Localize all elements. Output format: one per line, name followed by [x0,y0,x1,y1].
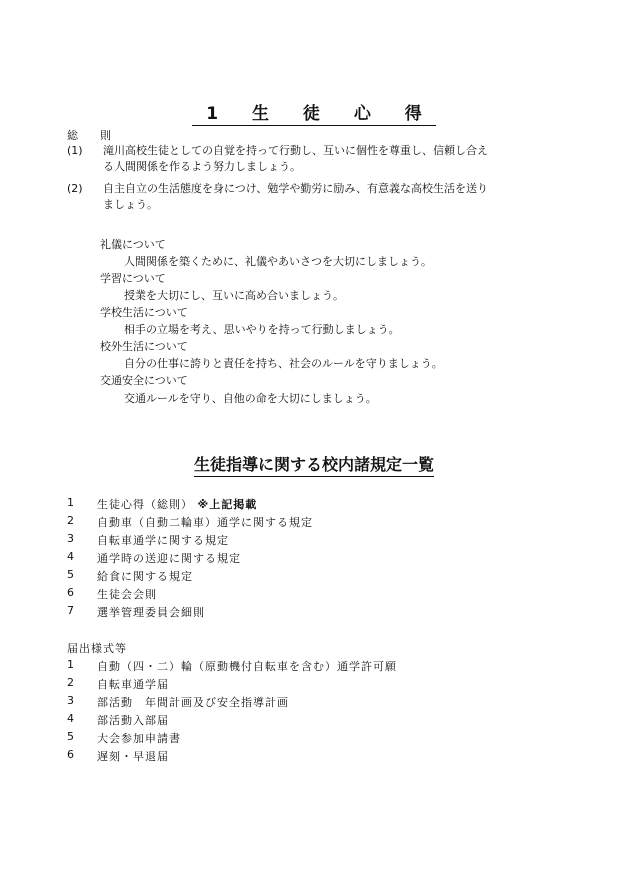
regulation-number: 3 [67,532,75,545]
regulation-number: 5 [67,568,75,581]
regulation-number: 2 [67,514,75,527]
regulation-text: 生徒心得（総則） [97,498,193,511]
topic-heading: 礼儀について [100,238,166,251]
regulation-text: 自動車（自動二輪車）通学に関する規定 [97,516,313,529]
regulation-text: 自転車通学に関する規定 [97,534,229,547]
forms-label: 届出様式等 [67,642,127,655]
topic-text: 交通ルールを守り、自他の命を大切にしましょう。 [124,392,377,405]
form-text: 遅刻・早退届 [97,750,169,763]
regulation-number: 1 [67,496,75,509]
regulation-number: 4 [67,550,75,563]
general-rules-label: 総 則 [67,129,111,142]
section-title-student-rules: 1 生 徒 心 得 [0,99,628,124]
form-text: 自動（四・二）輪（原動機付自転車を含む）通学許可願 [97,660,397,673]
regulation-note: ※上記掲載 [197,498,258,511]
form-number: 6 [67,748,75,761]
rule-text-line: 滝川高校生徒としての自覚を持って行動し、互いに個性を尊重し、信頼し合え [103,144,488,157]
form-text: 部活動 年間計画及び安全指導計画 [97,696,289,709]
form-number: 2 [67,676,75,689]
topic-text: 授業を大切にし、互いに高め合いましょう。 [124,289,344,302]
form-number: 3 [67,694,75,707]
rule-number: (2) [67,182,83,195]
form-number: 4 [67,712,75,725]
rule-text-line: 自主自立の生活態度を身につけ、勉学や勤労に励み、有意義な高校生活を送り [103,182,488,195]
topic-heading: 交通安全について [100,374,188,387]
regulation-text: 通学時の送迎に関する規定 [97,552,241,565]
form-number: 5 [67,730,75,743]
topic-text: 相手の立場を考え、思いやりを持って行動しましょう。 [124,323,400,336]
regulation-number: 7 [67,604,75,617]
topic-heading: 学校生活について [100,306,188,319]
topic-heading: 校外生活について [100,340,188,353]
topic-text: 人間関係を築くために、礼儀やあいさつを大切にしましょう。 [124,255,432,268]
regulation-number: 6 [67,586,75,599]
form-text: 自転車通学届 [97,678,169,691]
form-text: 大会参加申請書 [97,732,181,745]
topic-heading: 学習について [100,272,166,285]
rule-text-line: ましょう。 [103,198,158,211]
regulation-text: 選挙管理委員会細則 [97,606,205,619]
section-title-regulations: 生徒指導に関する校内諸規定一覧 [0,452,628,475]
rule-number: (1) [67,144,83,157]
rule-text-line: る人間関係を作るよう努力しましょう。 [103,160,301,173]
regulation-text: 給食に関する規定 [97,570,193,583]
regulation-text: 生徒会会則 [97,588,157,601]
form-text: 部活動入部届 [97,714,169,727]
form-number: 1 [67,658,75,671]
topic-text: 自分の仕事に誇りと責任を持ち、社会のルールを守りましょう。 [124,357,443,370]
